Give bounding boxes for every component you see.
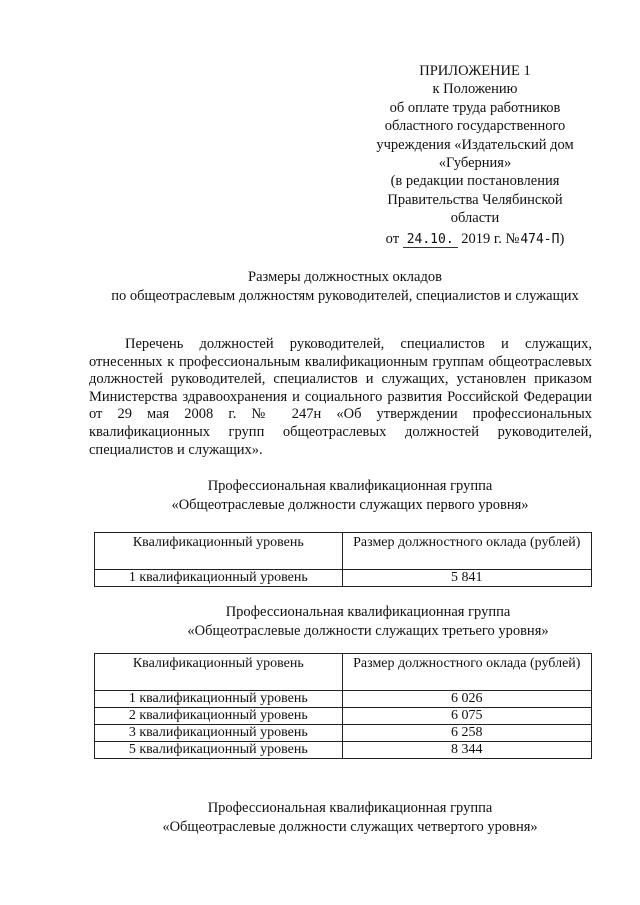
level-cell: 3 квалификационный уровень bbox=[95, 725, 343, 742]
intro-text: Перечень должностей руководителей, специалистов и служащих, отнесенных к профессиональным квалификационным группам общеотраслевых должностей руководителей, специалистов и служащих, установлен приказом Министерства здравоохранения и социального развития Российской Федерации от 29 мая 2008 г. № 247н «Об утверждении профессиональных квалификационных групп общеотраслевых должностей руководителей, специалистов и служащих». bbox=[89, 336, 592, 458]
level-cell: 1 квалификационный уровень bbox=[95, 691, 343, 708]
group-heading-line-2: «Общеотраслевые должности служащих третьего уровня» bbox=[187, 623, 549, 639]
title-line-1: Размеры должностных окладов bbox=[248, 269, 442, 285]
intro-paragraph bbox=[89, 336, 592, 459]
resolution-number: 474-П bbox=[520, 231, 560, 247]
salary-table-group-1 bbox=[94, 532, 592, 587]
appendix-line: учреждения «Издательский дом bbox=[376, 136, 574, 153]
group-heading-line-1: Профессиональная квалификационная группа bbox=[207, 800, 493, 816]
appendix-header bbox=[360, 62, 590, 249]
group-1-heading bbox=[100, 477, 600, 515]
appendix-line: к Положению bbox=[432, 81, 518, 98]
appendix-line: области bbox=[450, 210, 500, 227]
level-cell: 1 квалификационный уровень bbox=[95, 570, 343, 587]
column-header-level: Квалификационный уровень bbox=[95, 654, 343, 691]
appendix-line: об оплате труда работников bbox=[389, 99, 561, 116]
column-header-salary: Размер должностного оклада (рублей) bbox=[342, 533, 591, 570]
closing-paren: ) bbox=[559, 230, 565, 247]
level-cell: 2 квалификационный уровень bbox=[95, 708, 343, 725]
title-line-2: по общеотраслевым должностям руководителей, специалистов и служащих bbox=[111, 288, 579, 304]
salary-table-group-2 bbox=[94, 653, 592, 759]
appendix-line: Правительства Челябинской bbox=[387, 191, 563, 208]
level-cell: 5 квалификационный уровень bbox=[95, 742, 343, 759]
salary-cell: 8 344 bbox=[342, 742, 591, 759]
salary-cell: 6 258 bbox=[342, 725, 591, 742]
salary-cell: 5 841 bbox=[342, 570, 591, 587]
appendix-title: ПРИЛОЖЕНИЕ 1 bbox=[419, 63, 531, 79]
group-heading-line-2: «Общеотраслевые должности служащих четвертого уровня» bbox=[162, 819, 538, 835]
group-heading-line-2: «Общеотраслевые должности служащих первого уровня» bbox=[171, 497, 529, 513]
table-header-row bbox=[95, 533, 592, 570]
table-row bbox=[95, 725, 592, 742]
resolution-date-line bbox=[360, 230, 590, 249]
group-heading-line-1: Профессиональная квалификационная группа bbox=[225, 604, 511, 620]
date-prefix: от bbox=[385, 230, 400, 247]
resolution-date: 24.10. bbox=[403, 232, 458, 248]
table-row bbox=[95, 708, 592, 725]
table-header-row bbox=[95, 654, 592, 691]
document-title bbox=[60, 268, 630, 306]
column-header-salary: Размер должностного оклада (рублей) bbox=[342, 654, 591, 691]
appendix-line: (в редакции постановления bbox=[390, 173, 560, 190]
year-text: 2019 г. № bbox=[461, 230, 520, 247]
appendix-line: «Губерния» bbox=[438, 155, 512, 172]
group-3-heading bbox=[100, 799, 600, 837]
group-2-heading bbox=[118, 603, 618, 641]
salary-cell: 6 026 bbox=[342, 691, 591, 708]
table-row bbox=[95, 691, 592, 708]
appendix-line: областного государственного bbox=[384, 118, 566, 135]
salary-cell: 6 075 bbox=[342, 708, 591, 725]
table-row bbox=[95, 742, 592, 759]
group-heading-line-1: Профессиональная квалификационная группа bbox=[207, 478, 493, 494]
table-row bbox=[95, 570, 592, 587]
column-header-level: Квалификационный уровень bbox=[95, 533, 343, 570]
